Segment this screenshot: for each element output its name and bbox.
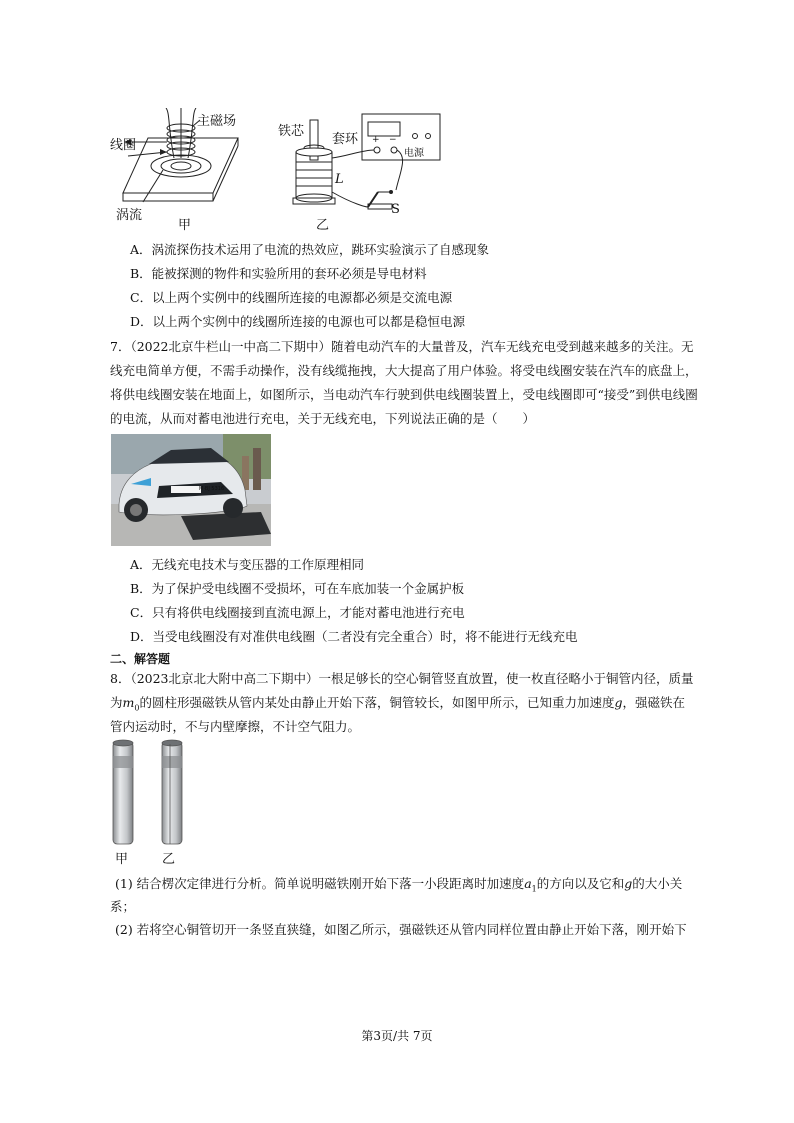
q8-line2-prefix: 为 bbox=[110, 695, 123, 710]
q6-option-c: C．以上两个实例中的线圈所连接的电源都必须是交流电源 bbox=[130, 290, 453, 305]
coil-label: 线圈 bbox=[110, 138, 137, 153]
q7-stem-line-1: 7．（2022北京牛栏山一中高二下期中）随着电动汽车的大量普及，汽车无线充电受到越来越多的关注。无 bbox=[110, 339, 694, 354]
minus-terminal-label: − bbox=[389, 135, 397, 145]
q8-stem-line-3: 管内运动时，不与内壁摩擦，不计空气阻力。 bbox=[110, 719, 361, 734]
gravity-symbol: g bbox=[614, 695, 623, 710]
accel-subscript: 1 bbox=[531, 884, 537, 894]
q8-sub1-suffix: 的大小关 bbox=[632, 876, 683, 891]
copper-tubes-diagram bbox=[110, 738, 200, 848]
car-charging-photo bbox=[111, 434, 271, 546]
tube-label-jia: 甲 bbox=[115, 852, 129, 867]
q8-sub1-middle: 的方向以及它和 bbox=[536, 876, 625, 891]
gravity-symbol-2: g bbox=[624, 876, 633, 891]
accel-symbol: a bbox=[524, 876, 532, 891]
q7-option-a: A．无线充电技术与变压器的工作原理相同 bbox=[130, 557, 365, 572]
mass-subscript: 0 bbox=[134, 703, 140, 713]
page-number: 第3页/共 7页 bbox=[361, 1029, 433, 1043]
q6-option-a: A．涡流探伤技术运用了电流的热效应，跳环实验演示了自感现象 bbox=[130, 242, 490, 257]
figure-eddy-current bbox=[108, 108, 243, 233]
q7-option-c: C．只有将供电线圈接到直流电源上，才能对蓄电池进行充电 bbox=[130, 605, 465, 620]
caption-jia: 甲 bbox=[178, 218, 192, 233]
inductor-label: L bbox=[335, 172, 344, 187]
figure-jumping-ring bbox=[278, 112, 444, 234]
q8-sub2-line-1: (2) 若将空心铜管切开一条竖直狭缝，如图乙所示，强磁铁还从管内同样位置由静止开始下落，刚开始下 bbox=[115, 922, 687, 937]
q6-option-b: B．能被探测的物件和实验所用的套环必须是导电材料 bbox=[130, 266, 427, 281]
switch-label: S bbox=[391, 202, 400, 217]
q7-stem-line-4: 的电流，从而对蓄电池进行充电，关于无线充电，下列说法正确的是（ ） bbox=[110, 411, 536, 426]
q8-stem-line-2 bbox=[110, 695, 685, 717]
q8-line2-suffix: ，强磁铁在 bbox=[622, 695, 686, 710]
copper-tube-figure bbox=[110, 738, 200, 868]
q8-sub1-prefix: (1) 结合楞次定律进行分析。简单说明磁铁刚开始下落一小段距离时加速度 bbox=[115, 876, 525, 891]
q8-stem-line-1: 8．（2023北京北大附中高二下期中）一根足够长的空心铜管竖直放置，使一枚直径略小于铜管内径，质量 bbox=[110, 671, 694, 686]
iron-core-label: 铁芯 bbox=[278, 124, 305, 139]
license-plate-text: M·BJ 5316 bbox=[199, 486, 225, 492]
mass-symbol: m bbox=[122, 695, 135, 710]
q8-line2-middle: 的圆柱形强磁铁从管内某处由静止开始下落，铜管较长，如图甲所示，已知重力加速度 bbox=[139, 695, 615, 710]
tube-label-yi: 乙 bbox=[162, 852, 176, 867]
q8-sub1-line-1 bbox=[115, 876, 682, 898]
plus-terminal-label: + bbox=[372, 135, 380, 145]
magnetic-field-label: 主磁场 bbox=[197, 114, 237, 129]
electric-car-image bbox=[111, 434, 271, 546]
q7-option-b: B．为了保护受电线圈不受损坏，可在车底加装一个金属护板 bbox=[130, 581, 465, 596]
eddy-current-label: 涡流 bbox=[116, 208, 143, 223]
q8-sub1-line-2: 系； bbox=[110, 899, 136, 914]
section-title: 二、解答题 bbox=[110, 652, 171, 666]
power-supply-label: 电源 bbox=[404, 148, 424, 159]
ring-label: 套环 bbox=[332, 132, 359, 147]
q6-option-d: D．以上两个实例中的线圈所连接的电源也可以都是稳恒电源 bbox=[130, 314, 466, 329]
q7-stem-line-2: 线充电简单方便，不需手动操作，没有线缆拖拽，大大提高了用户体验。将受电线圈安装在汽车的底盘上， bbox=[110, 363, 698, 378]
q7-option-d: D．当受电线圈没有对准供电线圈（二者没有完全重合）时，将不能进行无线充电 bbox=[130, 629, 578, 644]
q7-stem-line-3: 将供电线圈安装在地面上，如图所示，当电动汽车行驶到供电线圈装置上，受电线圈即可“接受”到供电线圈 bbox=[110, 387, 698, 402]
caption-yi: 乙 bbox=[316, 218, 330, 233]
